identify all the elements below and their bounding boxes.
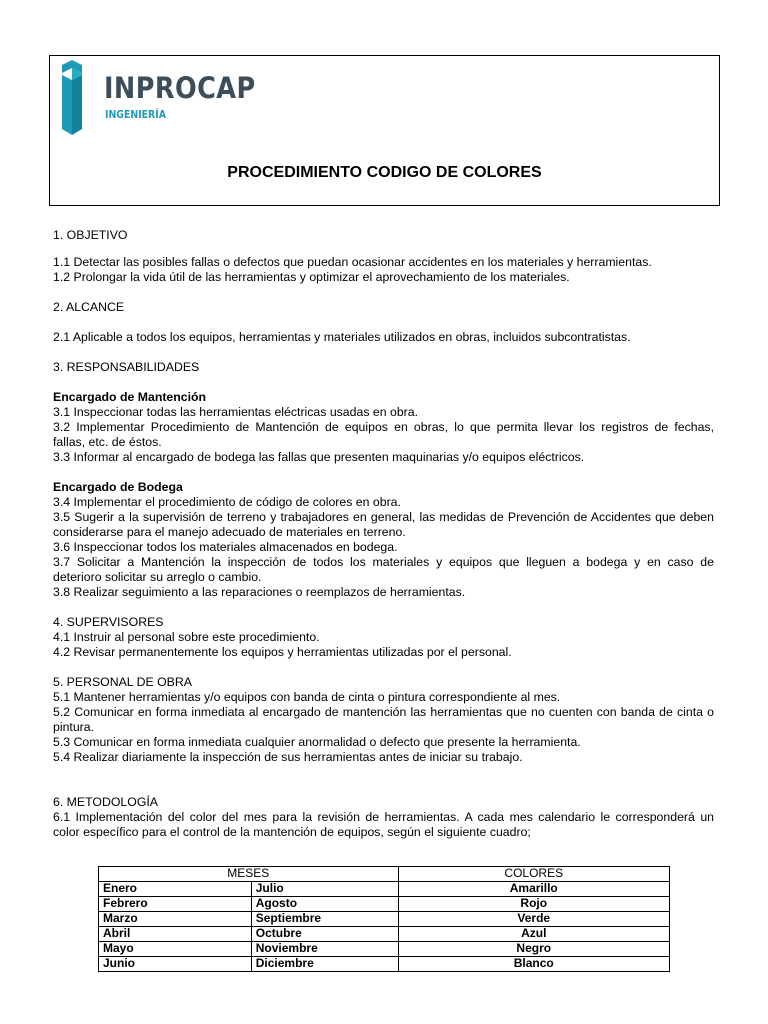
month-cell: Noviembre (251, 942, 398, 957)
paragraph-line: 3.1 Inspeccionar todas las herramientas eléctricas usadas en obra. (53, 405, 419, 419)
color-cell: Verde (398, 912, 669, 927)
paragraph-line: 3.7 Solicitar a Mantención la inspección de todos los materiales y equipos que lleguen a bodega y en caso de (53, 555, 714, 569)
color-cell: Blanco (398, 957, 669, 972)
section-heading: 5. PERSONAL DE OBRA (53, 675, 192, 689)
section-heading: 3. RESPONSABILIDADES (53, 360, 200, 374)
month-cell: Diciembre (251, 957, 398, 972)
header-colores: COLORES (398, 867, 669, 882)
paragraph-line: 3.4 Implementar el procedimiento de código de colores en obra. (53, 495, 401, 509)
month-color-table (98, 866, 670, 972)
color-cell: Azul (398, 927, 669, 942)
inprocap-logo-icon (58, 59, 88, 135)
month-cell: Septiembre (251, 912, 398, 927)
company-logo (58, 59, 256, 134)
color-cell: Rojo (398, 897, 669, 912)
paragraph-line: fallas, etc. de éstos. (53, 435, 162, 449)
paragraph-line: 3.2 Implementar Procedimiento de Mantención de equipos en obras, lo que permita llevar los registros de fechas, (53, 420, 714, 434)
paragraph-line: 4.1 Instruir al personal sobre este procedimiento. (53, 630, 320, 644)
paragraph-line: 3.3 Informar al encargado de bodega las fallas que presenten maquinarias y/o equipos eléctricos. (53, 450, 585, 464)
table-row (99, 912, 670, 927)
paragraph-line: 5.2 Comunicar en forma inmediata al encargado de mantención las herramientas que no cuenten con banda de cinta o (53, 705, 714, 719)
table-row (99, 927, 670, 942)
paragraph-line: 5.4 Realizar diariamente la inspección de sus herramientas antes de iniciar su trabajo. (53, 750, 523, 764)
month-cell: Junio (99, 957, 252, 972)
paragraph-line: 6.1 Implementación del color del mes para la revisión de herramientas. A cada mes calendario le corresponderá un (53, 810, 714, 824)
table-row (99, 882, 670, 897)
month-cell: Octubre (251, 927, 398, 942)
section-heading: 6. METODOLOGÍA (53, 795, 159, 809)
paragraph-line: 4.2 Revisar permanentemente los equipos y herramientas utilizadas por el personal. (53, 645, 512, 659)
paragraph-line: 3.5 Sugerir a la supervisión de terreno y trabajadores en general, las medidas de Prevención de Accidentes que deben (53, 510, 714, 524)
paragraph-line: 5.3 Comunicar en forma inmediata cualquier anormalidad o defecto que presente la herramienta. (53, 735, 581, 749)
document-title: PROCEDIMIENTO CODIGO DE COLORES (227, 164, 542, 181)
month-cell: Julio (251, 882, 398, 897)
table-header-row (99, 867, 670, 882)
paragraph-line: 3.6 Inspeccionar todos los materiales almacenados en bodega. (53, 540, 398, 554)
paragraph-line: 5.1 Mantener herramientas y/o equipos con banda de cinta o pintura correspondiente al mes. (53, 690, 561, 704)
paragraph-line: 2.1 Aplicable a todos los equipos, herramientas y materiales utilizados en obras, incluidos subcontratistas. (53, 330, 631, 344)
paragraph-line: 1.2 Prolongar la vida útil de las herramientas y optimizar el aprovechamiento de los materiales. (53, 270, 570, 284)
table-row (99, 957, 670, 972)
logo-subtitle: INGENIERÍA (105, 108, 166, 121)
color-cell: Negro (398, 942, 669, 957)
section-heading: 4. SUPERVISORES (53, 615, 164, 629)
subsection-title: Encargado de Mantención (53, 390, 207, 404)
paragraph-line: 1.1 Detectar las posibles fallas o defectos que puedan ocasionar accidentes en los materiales y herramientas. (53, 255, 652, 269)
table-row (99, 942, 670, 957)
paragraph-line: color específico para el control de la mantención de equipos, según el siguiente cuadro; (53, 825, 531, 839)
document-header (49, 55, 720, 206)
paragraph-line: 3.8 Realizar seguimiento a las reparaciones o reemplazos de herramientas. (53, 585, 466, 599)
month-cell: Marzo (99, 912, 252, 927)
month-cell: Enero (99, 882, 252, 897)
color-cell: Amarillo (398, 882, 669, 897)
month-cell: Mayo (99, 942, 252, 957)
month-cell: Agosto (251, 897, 398, 912)
month-cell: Febrero (99, 897, 252, 912)
paragraph-line: considerarse para el manejo adecuado de materiales en terreno. (53, 525, 406, 539)
logo-name: INPROCAP (104, 71, 256, 105)
document-body (53, 228, 714, 840)
paragraph-line: pintura. (53, 720, 95, 734)
month-cell: Abril (99, 927, 252, 942)
section-heading: 2. ALCANCE (53, 300, 125, 314)
paragraph-line: deterioro solicitar su arreglo o cambio. (53, 570, 262, 584)
subsection-title: Encargado de Bodega (53, 480, 183, 494)
section-heading: 1. OBJETIVO (53, 228, 128, 242)
table-row (99, 897, 670, 912)
header-meses: MESES (99, 867, 399, 882)
